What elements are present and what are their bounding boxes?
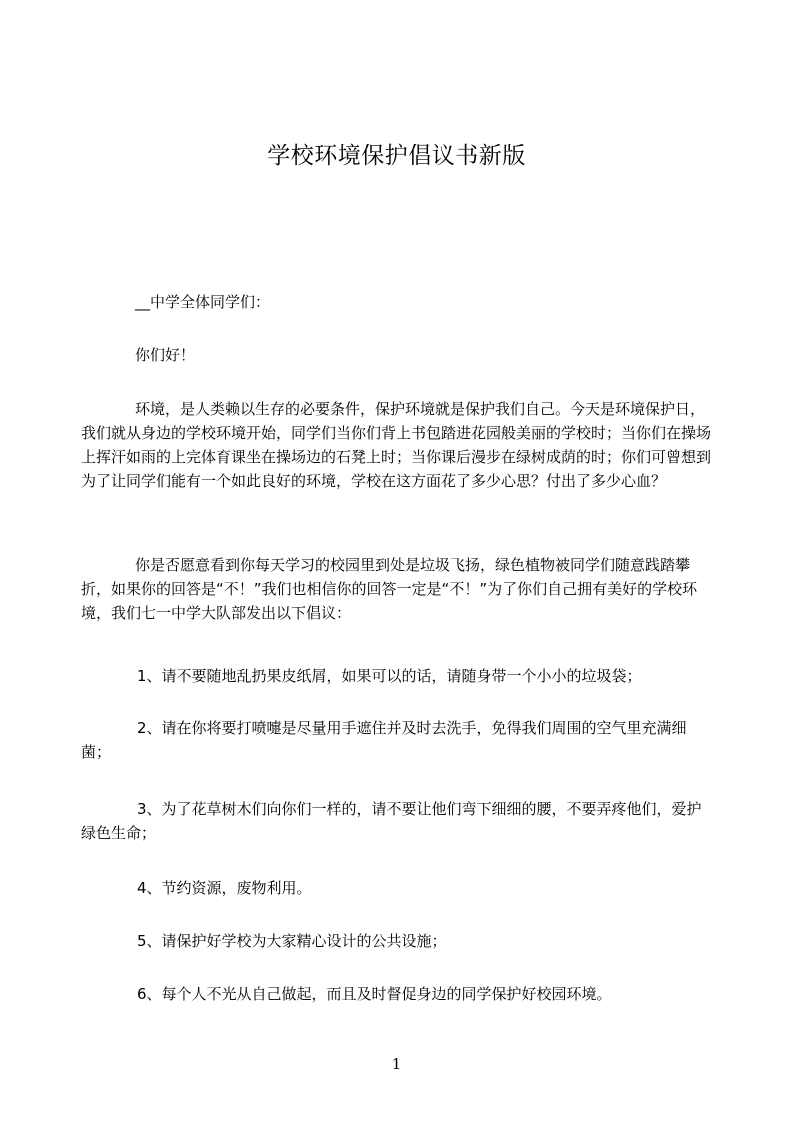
page-number: 1 (391, 1055, 402, 1073)
list-item-5: 5、请保护好学校为大家精心设计的公共设施； (137, 932, 447, 950)
document-title: 学校环境保护倡议书新版 (267, 143, 526, 169)
list-item-3: 3、为了花草树木们向你们一样的，请不要让他们弯下细细的腰，不要弄疼他们，爱护绿色生命； (81, 800, 702, 842)
list-item-6: 6、每个人不光从自己做起，而且及时督促身边的同学保护好校园环境。 (137, 985, 612, 1003)
greeting: 你们好！ (135, 346, 196, 364)
salutation: __中学全体同学们： (135, 293, 271, 311)
list-item-4: 4、节约资源，废物利用。 (137, 879, 312, 897)
paragraph-1: 环境，是人类赖以生存的必要条件，保护环境就是保护我们自己。今天是环境保护日，我们就从身边的学校环境开始，同学们当你们背上书包踏进花园般美丽的学校时；当你们在操场上挥汗如雨的上完体育课坐在操场边的石凳上时；当你课后漫步在绿树成荫的时；你们可曾想到为了让同学们能有一个如此良好的环境，学校在这方面花了多少心思？付出了多少心血？ (81, 400, 712, 490)
list-item-2: 2、请在你将要打喷嚏是尽量用手遮住并及时去洗手，免得我们周围的空气里充满细菌； (81, 719, 687, 761)
list-item-1: 1、请不要随地乱扔果皮纸屑，如果可以的话，请随身带一个小小的垃圾袋； (137, 667, 642, 685)
paragraph-2: 你是否愿意看到你每天学习的校园里到处是垃圾飞扬，绿色植物被同学们随意践踏攀折，如果你的回答是“不！”我们也相信你的回答一定是“不！”为了你们自己拥有美好的学校环境，我们七一中学大队部发出以下倡议： (81, 556, 698, 622)
